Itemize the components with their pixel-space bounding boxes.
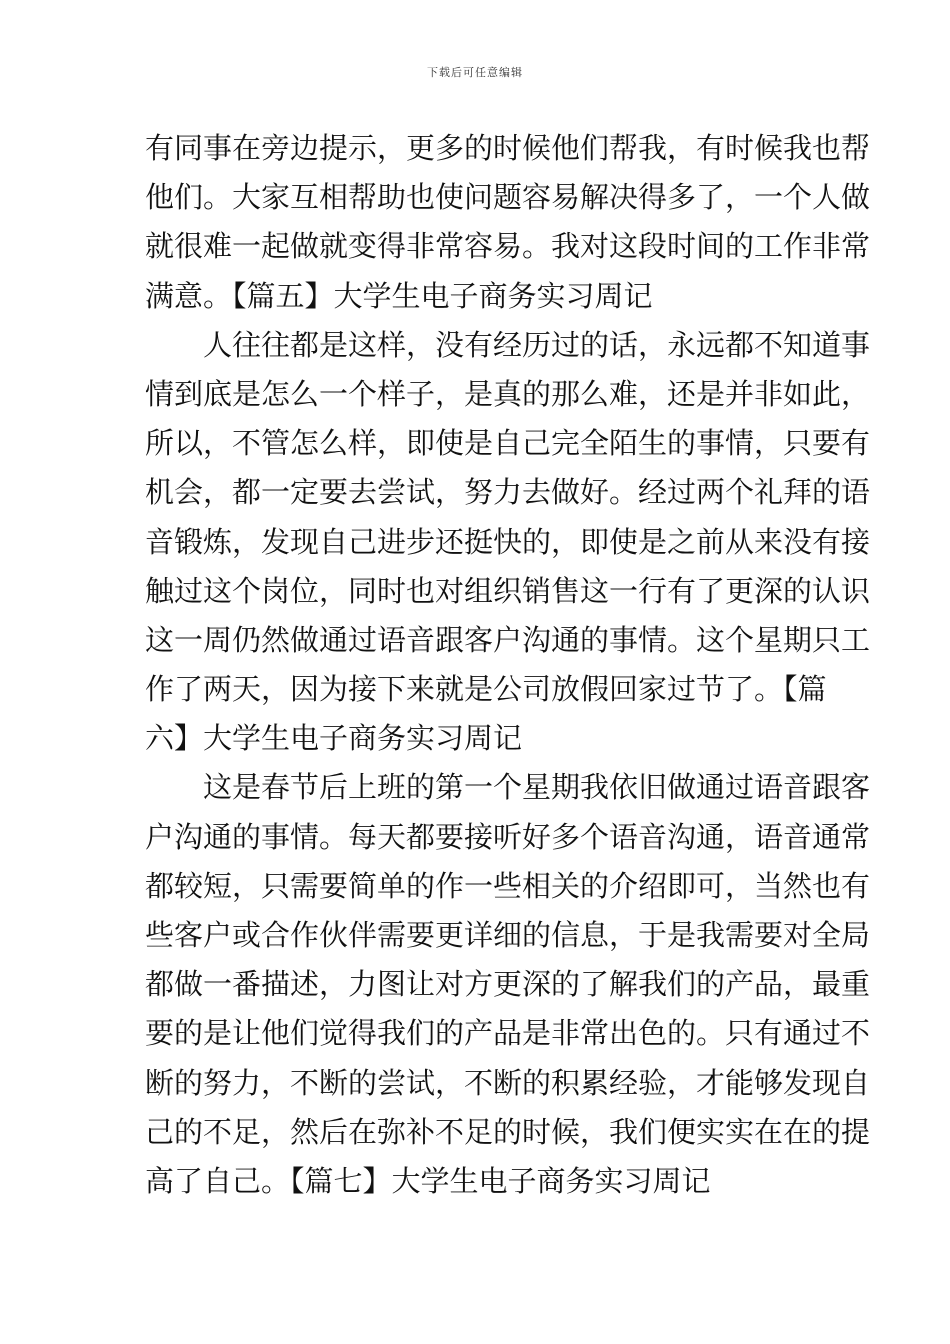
text-line: 有同事在旁边提示，更多的时候他们帮我，有时候我也帮: [145, 131, 871, 165]
page-header: 下载后可任意编辑: [427, 66, 523, 79]
text-line: 都较短，只需要简单的作一些相关的介绍即可，当然也有: [145, 868, 871, 903]
text-line: 这是春节后上班的第一个星期我依旧做通过语音跟客: [203, 770, 871, 805]
text-line: 作了两天，因为接下来就是公司放假回家过节了。【篇: [145, 672, 827, 707]
text-line: 高了自己。【篇七】大学生电子商务实习周记: [145, 1163, 711, 1198]
text-line: 己的不足，然后在弥补不足的时候，我们便实实在在的提: [145, 1114, 871, 1149]
text-line: 六】大学生电子商务实习周记: [145, 721, 523, 756]
text-line: 就很难一起做就变得非常容易。我对这段时间的工作非常: [145, 229, 871, 264]
text-line: 他们。大家互相帮助也使问题容易解决得多了，一个人做: [145, 180, 871, 215]
text-line: 断的努力，不断的尝试，不断的积累经验，才能够发现自: [145, 1065, 871, 1100]
text-line: 情到底是怎么一个样子，是真的那么难，还是并非如此，: [145, 376, 871, 411]
paragraph: [145, 321, 871, 764]
text-line: 机会，都一定要去尝试，努力去做好。经过两个礼拜的语: [145, 475, 871, 510]
text-line: 都做一番描述，力图让对方更深的了解我们的产品，最重: [145, 967, 871, 1002]
text-line: 些客户或合作伙伴需要更详细的信息，于是我需要对全局: [145, 918, 871, 952]
document-body: [145, 124, 871, 1206]
text-line: 所以，不管怎么样，即使是自己完全陌生的事情，只要有: [145, 426, 871, 461]
paragraph: [145, 763, 871, 1206]
text-line: 音锻炼，发现自己进步还挺快的，即使是之前从来没有接: [145, 524, 871, 559]
text-line: 要的是让他们觉得我们的产品是非常出色的。只有通过不: [145, 1016, 871, 1051]
paragraph: [145, 124, 871, 321]
text-line: 户沟通的事情。每天都要接听好多个语音沟通，语音通常: [145, 819, 871, 854]
text-line: 这一周仍然做通过语音跟客户沟通的事情。这个星期只工: [145, 622, 871, 657]
text-line: 人往往都是这样，没有经历过的话，永远都不知道事: [203, 327, 871, 362]
text-line: 满意。【篇五】大学生电子商务实习周记: [145, 278, 653, 313]
text-line: 触过这个岗位，同时也对组织销售这一行有了更深的认识: [145, 573, 871, 608]
